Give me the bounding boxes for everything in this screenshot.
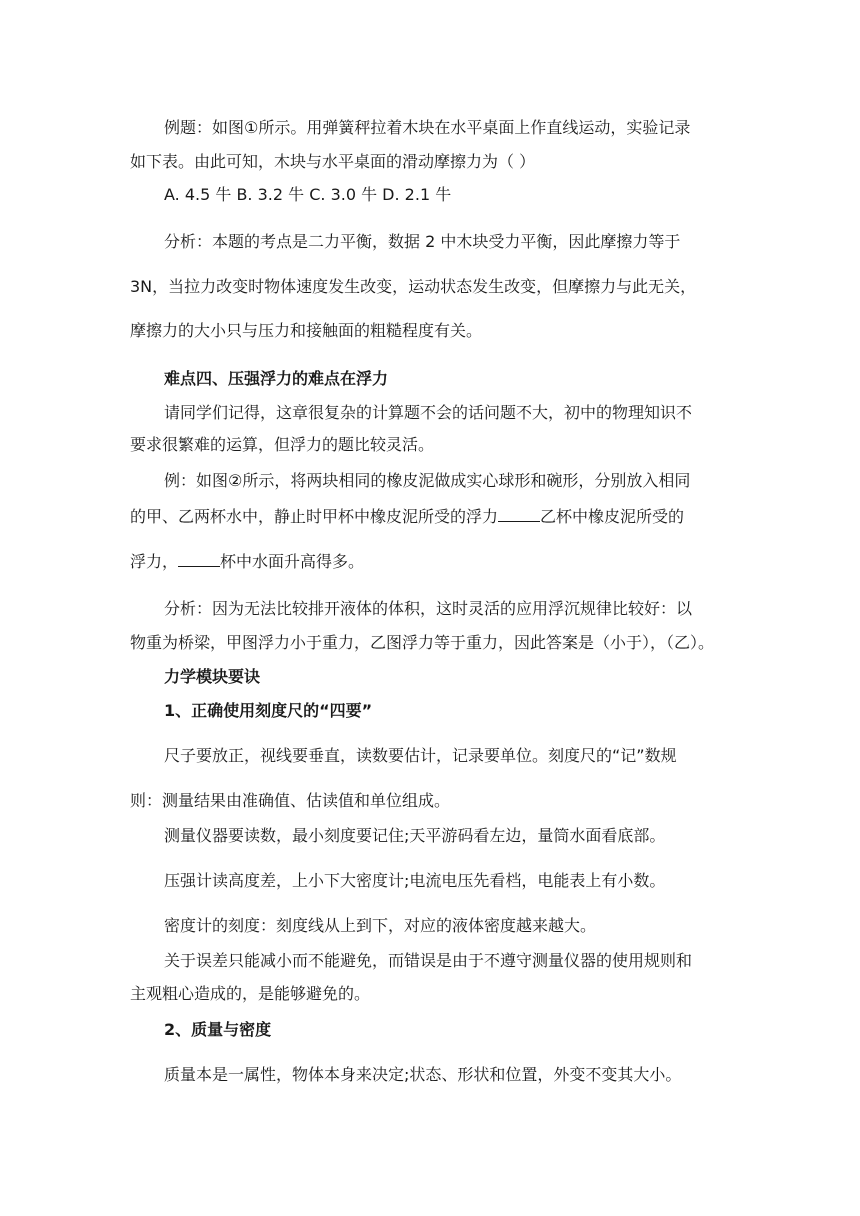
difficulty4-example-line2 xyxy=(130,505,684,528)
section1-line7: 主观粗心造成的，是能够避免的。 xyxy=(130,984,371,1003)
section1-line1: 尺子要放正，视线要垂直，读数要估计，记录要单位。刻度尺的“记”数规 xyxy=(164,746,677,765)
example-text-part2: 乙杯中橡皮泥所受的 xyxy=(540,507,685,526)
section1-line3: 测量仪器要读数，最小刻度要记住;天平游码看左边，量筒水面看底部。 xyxy=(164,826,666,845)
section1-heading: 1、正确使用刻度尺的“四要” xyxy=(164,701,373,720)
difficulty4-heading: 难点四、压强浮力的难点在浮力 xyxy=(164,369,389,388)
section1-line5: 密度计的刻度：刻度线从上到下，对应的液体密度越来越大。 xyxy=(164,916,597,935)
section2-heading: 2、质量与密度 xyxy=(164,1020,272,1039)
example1-analysis-line3: 摩擦力的大小只与压力和接触面的粗糙程度有关。 xyxy=(130,321,483,340)
example-text-part4: 杯中水面升高得多。 xyxy=(220,552,365,571)
example1-options: A. 4.5 牛 B. 3.2 牛 C. 3.0 牛 D. 2.1 牛 xyxy=(164,185,452,204)
answer-blank-1 xyxy=(498,505,540,522)
example-text-part1: 的甲、乙两杯水中，静止时甲杯中橡皮泥所受的浮力 xyxy=(130,507,499,526)
example1-line2: 如下表。由此可知，木块与水平桌面的滑动摩擦力为（ ） xyxy=(130,152,536,171)
example-text-part3: 浮力， xyxy=(130,552,179,571)
example1-analysis-line1: 分析：本题的考点是二力平衡，数据 2 中木块受力平衡，因此摩擦力等于 xyxy=(164,232,681,251)
difficulty4-analysis-line2: 物重为桥梁，甲图浮力小于重力，乙图浮力等于重力，因此答案是（小于），（乙）。 xyxy=(130,633,715,652)
example1-line1: 例题：如图①所示。用弹簧秤拉着木块在水平桌面上作直线运动，实验记录 xyxy=(164,118,691,137)
difficulty4-example-line1: 例：如图②所示，将两块相同的橡皮泥做成实心球形和碗形，分别放入相同 xyxy=(164,471,691,490)
section2-line1: 质量本是一属性，物体本身来决定;状态、形状和位置，外变不变其大小。 xyxy=(164,1065,682,1084)
example1-analysis-line2: 3N，当拉力改变时物体速度发生改变，运动状态发生改变，但摩擦力与此无关， xyxy=(130,277,697,296)
difficulty4-example-line3 xyxy=(130,550,364,573)
section1-line4: 压强计读高度差，上小下大密度计;电流电压先看档，电能表上有小数。 xyxy=(164,871,666,890)
difficulty4-para-line2: 要求很繁难的运算，但浮力的题比较灵活。 xyxy=(130,435,435,454)
section1-line6: 关于误差只能减小而不能避免，而错误是由于不遵守测量仪器的使用规则和 xyxy=(164,951,693,970)
difficulty4-analysis-line1: 分析：因为无法比较排开液体的体积，这时灵活的应用浮沉规律比较好：以 xyxy=(164,599,693,618)
difficulty4-para-line1: 请同学们记得，这章很复杂的计算题不会的话问题不大，初中的物理知识不 xyxy=(164,403,693,422)
mechanics-heading: 力学模块要诀 xyxy=(164,667,261,686)
answer-blank-2 xyxy=(178,550,220,567)
section1-line2: 则：测量结果由准确值、估读值和单位组成。 xyxy=(130,791,451,810)
